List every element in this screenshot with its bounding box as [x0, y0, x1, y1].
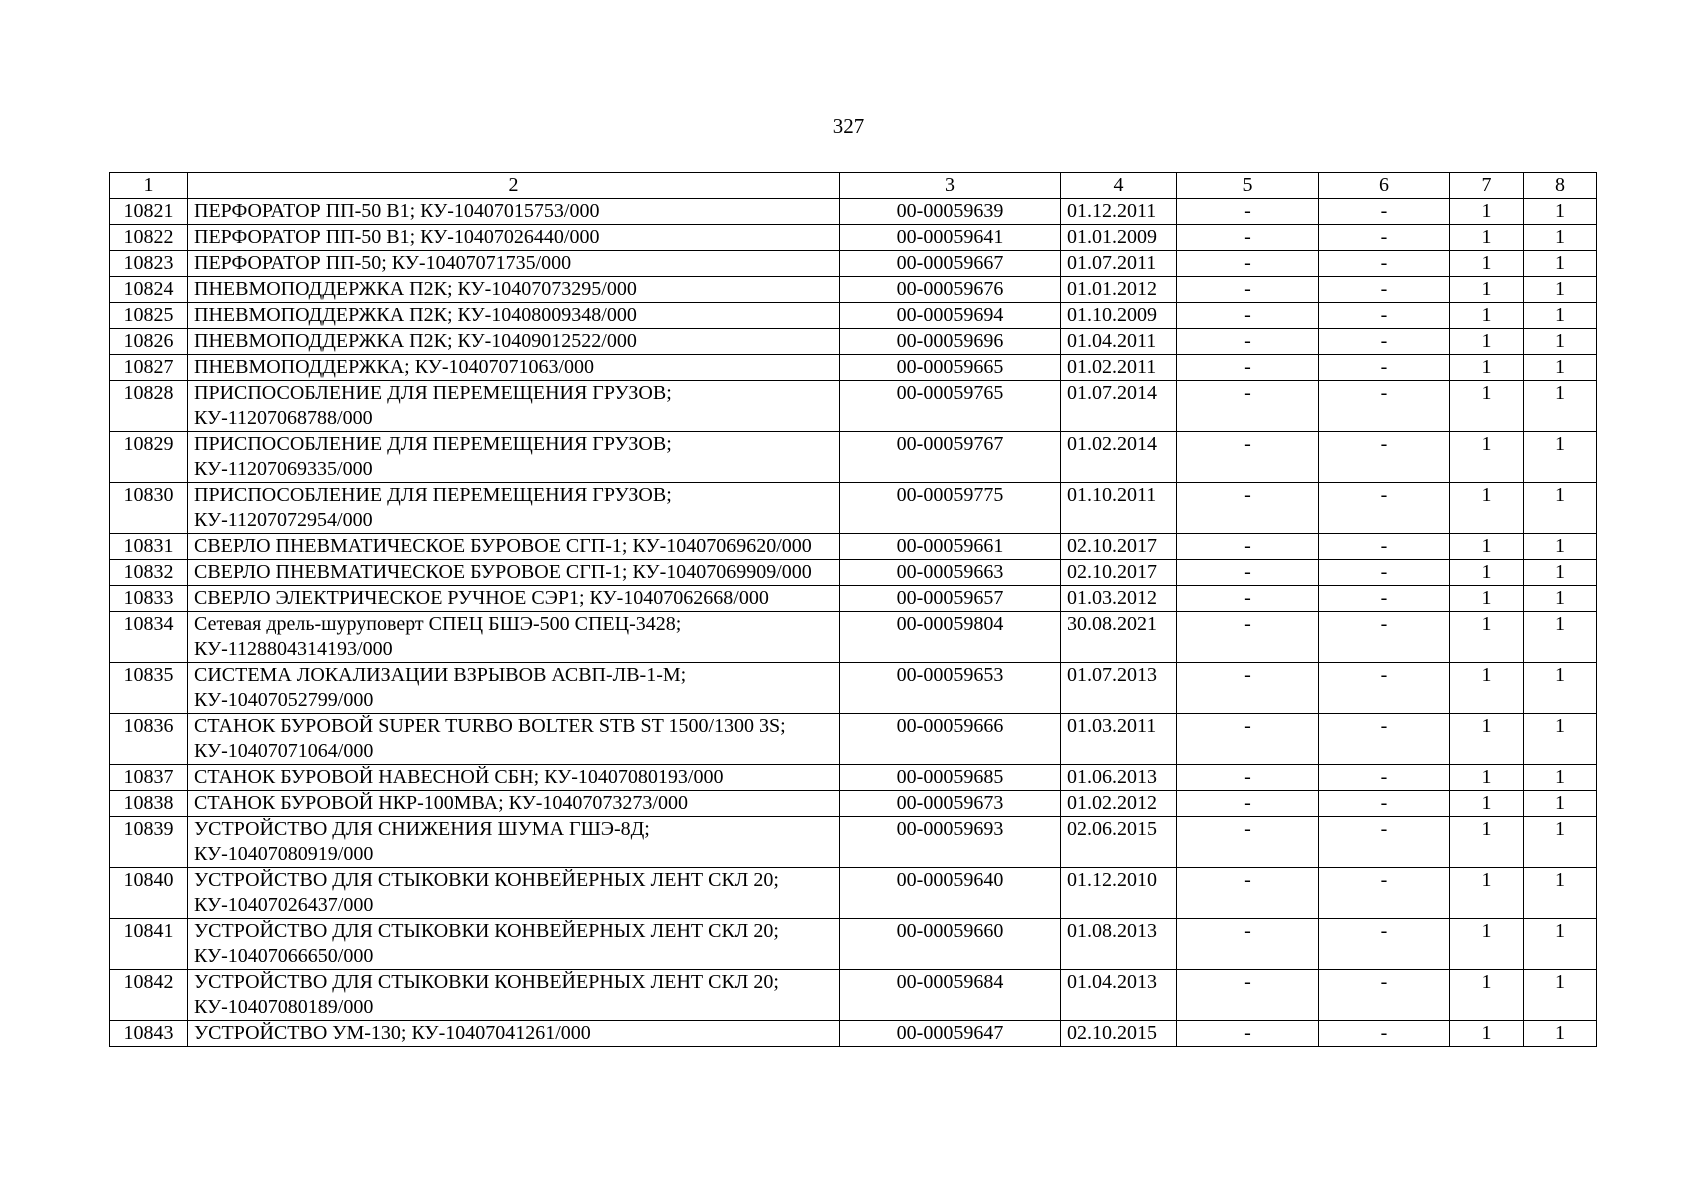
col5-cell: - [1177, 199, 1319, 225]
col8-cell: 1 [1524, 483, 1597, 534]
inventory-code-cell: 00-00059765 [840, 381, 1061, 432]
table-row [110, 560, 1597, 586]
col8-cell: 1 [1524, 791, 1597, 817]
inventory-code-cell: 00-00059804 [840, 612, 1061, 663]
table-row [110, 970, 1597, 1021]
table-row [110, 199, 1597, 225]
row-number-cell: 10841 [110, 919, 188, 970]
table-row [110, 329, 1597, 355]
col5-cell: - [1177, 765, 1319, 791]
inventory-code-cell: 00-00059653 [840, 663, 1061, 714]
col6-cell: - [1319, 303, 1450, 329]
item-name-cell: УСТРОЙСТВО ДЛЯ СНИЖЕНИЯ ШУМА ГШЭ-8Д; КУ-10407080919/000 [188, 817, 840, 868]
column-header: 4 [1061, 173, 1177, 199]
col7-cell: 1 [1450, 714, 1524, 765]
col6-cell: - [1319, 868, 1450, 919]
date-cell: 01.07.2014 [1061, 381, 1177, 432]
col8-cell: 1 [1524, 355, 1597, 381]
col8-cell: 1 [1524, 225, 1597, 251]
inventory-code-cell: 00-00059641 [840, 225, 1061, 251]
col8-cell: 1 [1524, 817, 1597, 868]
col8-cell: 1 [1524, 329, 1597, 355]
inventory-code-cell: 00-00059676 [840, 277, 1061, 303]
col7-cell: 1 [1450, 868, 1524, 919]
item-name-cell: ПНЕВМОПОДДЕРЖКА П2К; КУ-10407073295/000 [188, 277, 840, 303]
table-row [110, 355, 1597, 381]
col7-cell: 1 [1450, 277, 1524, 303]
table-row [110, 714, 1597, 765]
date-cell: 01.07.2013 [1061, 663, 1177, 714]
date-cell: 02.10.2017 [1061, 534, 1177, 560]
date-cell: 01.12.2011 [1061, 199, 1177, 225]
date-cell: 01.10.2009 [1061, 303, 1177, 329]
row-number-cell: 10826 [110, 329, 188, 355]
column-header: 5 [1177, 173, 1319, 199]
col8-cell: 1 [1524, 714, 1597, 765]
col8-cell: 1 [1524, 303, 1597, 329]
table-row [110, 868, 1597, 919]
col7-cell: 1 [1450, 251, 1524, 277]
col6-cell: - [1319, 199, 1450, 225]
col7-cell: 1 [1450, 534, 1524, 560]
col7-cell: 1 [1450, 586, 1524, 612]
item-name-cell: УСТРОЙСТВО ДЛЯ СТЫКОВКИ КОНВЕЙЕРНЫХ ЛЕНТ СКЛ 20; КУ-10407080189/000 [188, 970, 840, 1021]
col6-cell: - [1319, 381, 1450, 432]
col7-cell: 1 [1450, 225, 1524, 251]
column-header: 2 [188, 173, 840, 199]
date-cell: 02.10.2017 [1061, 560, 1177, 586]
col7-cell: 1 [1450, 303, 1524, 329]
col6-cell: - [1319, 970, 1450, 1021]
item-name-cell: ПЕРФОРАТОР ПП-50 В1; КУ-10407015753/000 [188, 199, 840, 225]
col5-cell: - [1177, 970, 1319, 1021]
col7-cell: 1 [1450, 791, 1524, 817]
col5-cell: - [1177, 560, 1319, 586]
col5-cell: - [1177, 355, 1319, 381]
col5-cell: - [1177, 868, 1319, 919]
row-number-cell: 10828 [110, 381, 188, 432]
row-number-cell: 10821 [110, 199, 188, 225]
col5-cell: - [1177, 586, 1319, 612]
col6-cell: - [1319, 277, 1450, 303]
col8-cell: 1 [1524, 560, 1597, 586]
row-number-cell: 10824 [110, 277, 188, 303]
col7-cell: 1 [1450, 919, 1524, 970]
row-number-cell: 10827 [110, 355, 188, 381]
table-row [110, 817, 1597, 868]
col7-cell: 1 [1450, 612, 1524, 663]
col6-cell: - [1319, 612, 1450, 663]
inventory-code-cell: 00-00059647 [840, 1021, 1061, 1047]
table-row [110, 432, 1597, 483]
col6-cell: - [1319, 329, 1450, 355]
date-cell: 01.03.2011 [1061, 714, 1177, 765]
col6-cell: - [1319, 586, 1450, 612]
inventory-code-cell: 00-00059657 [840, 586, 1061, 612]
col8-cell: 1 [1524, 381, 1597, 432]
inventory-code-cell: 00-00059663 [840, 560, 1061, 586]
item-name-cell: СВЕРЛО ПНЕВМАТИЧЕСКОЕ БУРОВОЕ СГП-1; КУ-10407069909/000 [188, 560, 840, 586]
col6-cell: - [1319, 765, 1450, 791]
col5-cell: - [1177, 534, 1319, 560]
row-number-cell: 10825 [110, 303, 188, 329]
col8-cell: 1 [1524, 277, 1597, 303]
table-header-row [110, 173, 1597, 199]
col6-cell: - [1319, 1021, 1450, 1047]
date-cell: 01.01.2012 [1061, 277, 1177, 303]
row-number-cell: 10839 [110, 817, 188, 868]
row-number-cell: 10823 [110, 251, 188, 277]
item-name-cell: СИСТЕМА ЛОКАЛИЗАЦИИ ВЗРЫВОВ АСВП-ЛВ-1-М; КУ-10407052799/000 [188, 663, 840, 714]
col6-cell: - [1319, 355, 1450, 381]
item-name-cell: ПЕРФОРАТОР ПП-50 В1; КУ-10407026440/000 [188, 225, 840, 251]
date-cell: 01.01.2009 [1061, 225, 1177, 251]
item-name-cell: ПРИСПОСОБЛЕНИЕ ДЛЯ ПЕРЕМЕЩЕНИЯ ГРУЗОВ; КУ-11207069335/000 [188, 432, 840, 483]
table-row [110, 791, 1597, 817]
date-cell: 01.02.2014 [1061, 432, 1177, 483]
inventory-code-cell: 00-00059666 [840, 714, 1061, 765]
inventory-code-cell: 00-00059667 [840, 251, 1061, 277]
item-name-cell: ПНЕВМОПОДДЕРЖКА П2К; КУ-10409012522/000 [188, 329, 840, 355]
table-row [110, 919, 1597, 970]
inventory-code-cell: 00-00059775 [840, 483, 1061, 534]
date-cell: 01.12.2010 [1061, 868, 1177, 919]
col6-cell: - [1319, 432, 1450, 483]
table-row [110, 381, 1597, 432]
inventory-code-cell: 00-00059693 [840, 817, 1061, 868]
col8-cell: 1 [1524, 1021, 1597, 1047]
row-number-cell: 10840 [110, 868, 188, 919]
col5-cell: - [1177, 791, 1319, 817]
row-number-cell: 10843 [110, 1021, 188, 1047]
col5-cell: - [1177, 612, 1319, 663]
col6-cell: - [1319, 534, 1450, 560]
row-number-cell: 10838 [110, 791, 188, 817]
date-cell: 01.04.2013 [1061, 970, 1177, 1021]
date-cell: 01.08.2013 [1061, 919, 1177, 970]
item-name-cell: УСТРОЙСТВО ДЛЯ СТЫКОВКИ КОНВЕЙЕРНЫХ ЛЕНТ СКЛ 20; КУ-10407026437/000 [188, 868, 840, 919]
date-cell: 02.10.2015 [1061, 1021, 1177, 1047]
col8-cell: 1 [1524, 534, 1597, 560]
item-name-cell: СТАНОК БУРОВОЙ SUPER TURBO BOLTER STB ST 1500/1300 3S; КУ-10407071064/000 [188, 714, 840, 765]
table-row [110, 612, 1597, 663]
col6-cell: - [1319, 663, 1450, 714]
column-header: 6 [1319, 173, 1450, 199]
date-cell: 01.02.2011 [1061, 355, 1177, 381]
col5-cell: - [1177, 483, 1319, 534]
col7-cell: 1 [1450, 432, 1524, 483]
date-cell: 01.10.2011 [1061, 483, 1177, 534]
col6-cell: - [1319, 817, 1450, 868]
col7-cell: 1 [1450, 199, 1524, 225]
col5-cell: - [1177, 381, 1319, 432]
col6-cell: - [1319, 919, 1450, 970]
col5-cell: - [1177, 714, 1319, 765]
date-cell: 01.06.2013 [1061, 765, 1177, 791]
inventory-code-cell: 00-00059660 [840, 919, 1061, 970]
item-name-cell: СТАНОК БУРОВОЙ НКР-100МВА; КУ-10407073273/000 [188, 791, 840, 817]
col6-cell: - [1319, 225, 1450, 251]
col8-cell: 1 [1524, 432, 1597, 483]
col8-cell: 1 [1524, 586, 1597, 612]
page-number: 327 [832, 114, 865, 138]
column-header: 3 [840, 173, 1061, 199]
column-header: 8 [1524, 173, 1597, 199]
col5-cell: - [1177, 432, 1319, 483]
item-name-cell: СТАНОК БУРОВОЙ НАВЕСНОЙ СБН; КУ-10407080193/000 [188, 765, 840, 791]
col8-cell: 1 [1524, 612, 1597, 663]
item-name-cell: Сетевая дрель-шуруповерт СПЕЦ БШЭ-500 СПЕЦ-3428; КУ-1128804314193/000 [188, 612, 840, 663]
col5-cell: - [1177, 225, 1319, 251]
table-body [110, 199, 1597, 1047]
table-row [110, 663, 1597, 714]
col8-cell: 1 [1524, 919, 1597, 970]
column-header: 7 [1450, 173, 1524, 199]
row-number-cell: 10830 [110, 483, 188, 534]
date-cell: 02.06.2015 [1061, 817, 1177, 868]
col7-cell: 1 [1450, 381, 1524, 432]
row-number-cell: 10834 [110, 612, 188, 663]
col7-cell: 1 [1450, 560, 1524, 586]
table-row [110, 225, 1597, 251]
table-row [110, 765, 1597, 791]
table-row [110, 534, 1597, 560]
inventory-code-cell: 00-00059696 [840, 329, 1061, 355]
inventory-code-cell: 00-00059684 [840, 970, 1061, 1021]
inventory-code-cell: 00-00059685 [840, 765, 1061, 791]
item-name-cell: СВЕРЛО ЭЛЕКТРИЧЕСКОЕ РУЧНОЕ СЭР1; КУ-10407062668/000 [188, 586, 840, 612]
col6-cell: - [1319, 483, 1450, 534]
col5-cell: - [1177, 817, 1319, 868]
table-row [110, 1021, 1597, 1047]
item-name-cell: УСТРОЙСТВО ДЛЯ СТЫКОВКИ КОНВЕЙЕРНЫХ ЛЕНТ СКЛ 20; КУ-10407066650/000 [188, 919, 840, 970]
table-row [110, 277, 1597, 303]
row-number-cell: 10832 [110, 560, 188, 586]
inventory-code-cell: 00-00059673 [840, 791, 1061, 817]
row-number-cell: 10837 [110, 765, 188, 791]
column-header: 1 [110, 173, 188, 199]
date-cell: 30.08.2021 [1061, 612, 1177, 663]
item-name-cell: ПНЕВМОПОДДЕРЖКА; КУ-10407071063/000 [188, 355, 840, 381]
col5-cell: - [1177, 303, 1319, 329]
row-number-cell: 10842 [110, 970, 188, 1021]
col8-cell: 1 [1524, 868, 1597, 919]
inventory-code-cell: 00-00059639 [840, 199, 1061, 225]
row-number-cell: 10833 [110, 586, 188, 612]
col7-cell: 1 [1450, 355, 1524, 381]
inventory-code-cell: 00-00059694 [840, 303, 1061, 329]
col5-cell: - [1177, 251, 1319, 277]
table-row [110, 303, 1597, 329]
row-number-cell: 10829 [110, 432, 188, 483]
date-cell: 01.07.2011 [1061, 251, 1177, 277]
col5-cell: - [1177, 663, 1319, 714]
row-number-cell: 10831 [110, 534, 188, 560]
col7-cell: 1 [1450, 663, 1524, 714]
row-number-cell: 10835 [110, 663, 188, 714]
item-name-cell: УСТРОЙСТВО УМ-130; КУ-10407041261/000 [188, 1021, 840, 1047]
col7-cell: 1 [1450, 765, 1524, 791]
col6-cell: - [1319, 714, 1450, 765]
row-number-cell: 10836 [110, 714, 188, 765]
date-cell: 01.02.2012 [1061, 791, 1177, 817]
col8-cell: 1 [1524, 251, 1597, 277]
item-name-cell: ПНЕВМОПОДДЕРЖКА П2К; КУ-10408009348/000 [188, 303, 840, 329]
col7-cell: 1 [1450, 329, 1524, 355]
item-name-cell: ПРИСПОСОБЛЕНИЕ ДЛЯ ПЕРЕМЕЩЕНИЯ ГРУЗОВ; КУ-11207072954/000 [188, 483, 840, 534]
col5-cell: - [1177, 277, 1319, 303]
table-row [110, 586, 1597, 612]
date-cell: 01.04.2011 [1061, 329, 1177, 355]
col8-cell: 1 [1524, 663, 1597, 714]
inventory-code-cell: 00-00059640 [840, 868, 1061, 919]
table-row [110, 483, 1597, 534]
col8-cell: 1 [1524, 765, 1597, 791]
item-name-cell: ПРИСПОСОБЛЕНИЕ ДЛЯ ПЕРЕМЕЩЕНИЯ ГРУЗОВ; КУ-11207068788/000 [188, 381, 840, 432]
date-cell: 01.03.2012 [1061, 586, 1177, 612]
col7-cell: 1 [1450, 970, 1524, 1021]
col5-cell: - [1177, 1021, 1319, 1047]
item-name-cell: ПЕРФОРАТОР ПП-50; КУ-10407071735/000 [188, 251, 840, 277]
item-name-cell: СВЕРЛО ПНЕВМАТИЧЕСКОЕ БУРОВОЕ СГП-1; КУ-10407069620/000 [188, 534, 840, 560]
col8-cell: 1 [1524, 199, 1597, 225]
col6-cell: - [1319, 791, 1450, 817]
inventory-code-cell: 00-00059767 [840, 432, 1061, 483]
asset-register-table [109, 172, 1597, 1047]
col8-cell: 1 [1524, 970, 1597, 1021]
col5-cell: - [1177, 329, 1319, 355]
row-number-cell: 10822 [110, 225, 188, 251]
col5-cell: - [1177, 919, 1319, 970]
col6-cell: - [1319, 251, 1450, 277]
inventory-code-cell: 00-00059665 [840, 355, 1061, 381]
col6-cell: - [1319, 560, 1450, 586]
col7-cell: 1 [1450, 483, 1524, 534]
col7-cell: 1 [1450, 1021, 1524, 1047]
col7-cell: 1 [1450, 817, 1524, 868]
table-row [110, 251, 1597, 277]
inventory-code-cell: 00-00059661 [840, 534, 1061, 560]
